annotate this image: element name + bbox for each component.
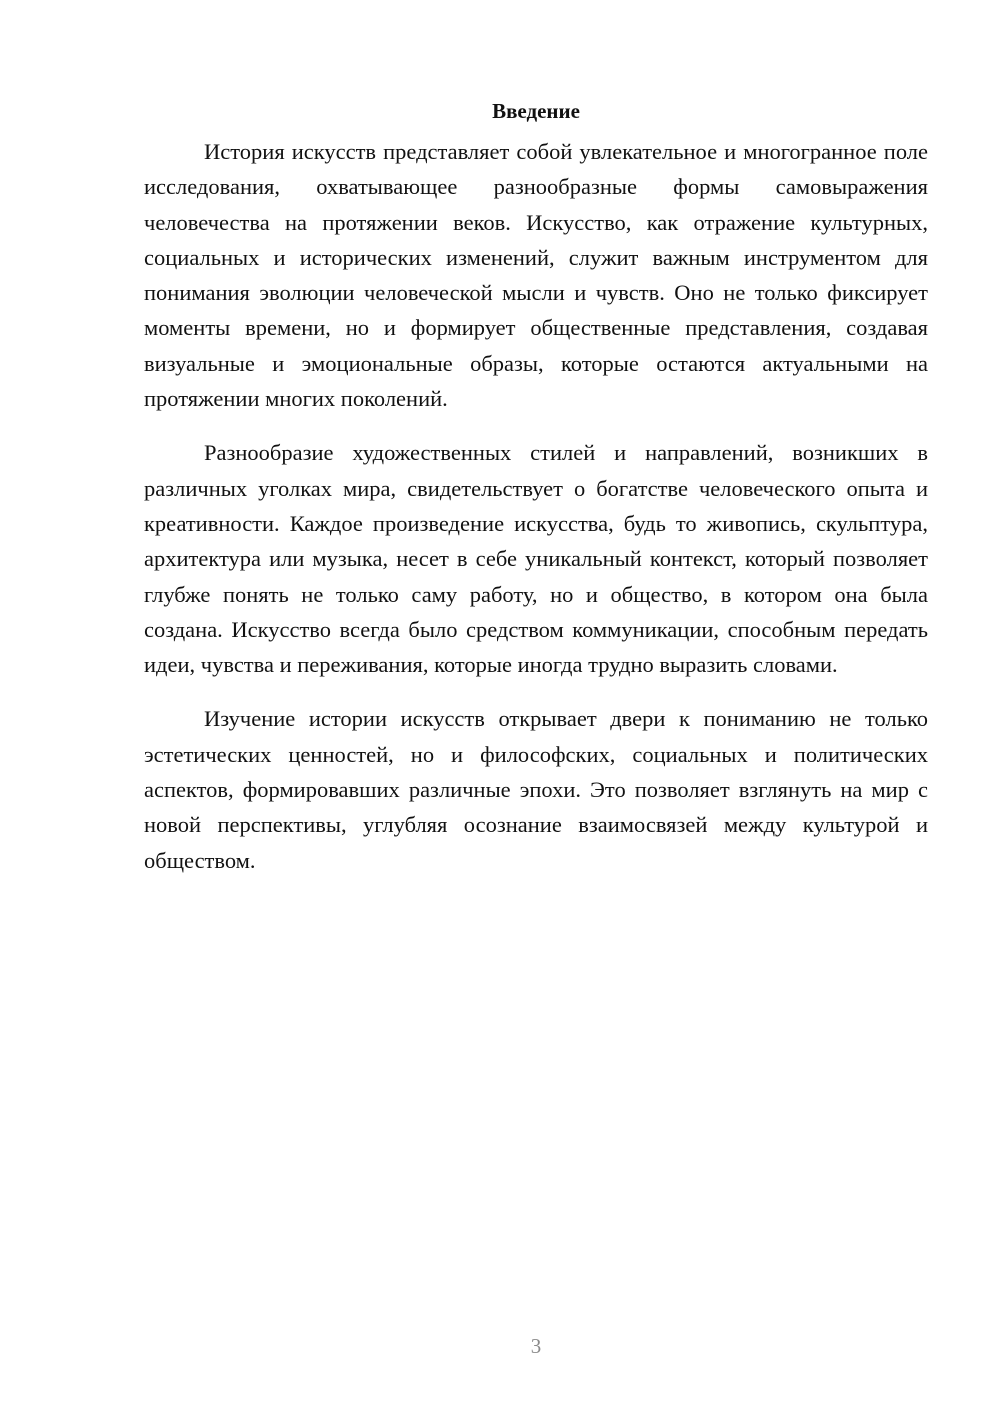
page-number: 3 — [530, 1334, 542, 1358]
paragraph-3: Изучение истории искусств открывает двери к пониманию не только эстетических ценностей, но и философских, социальных и политических аспектов, формировавших различные эпохи. Это позволяет взглянуть на мир с новой перспективы, углубляя осознание взаимосвязей между культурой и обществом. — [144, 706, 928, 873]
paragraph-2: Разнообразие художественных стилей и направлений, возникших в различных уголках мира, свидетельствует о богатстве человеческого опыта и креативности. Каждое произведение искусства, будь то живопись, скульптура, архитектура или музыка, несет в себе уникальный контекст, который позволяет глубже понять не только саму работу, но и общество, в котором она была создана. Искусство всегда было средством коммуникации, способным передать идеи, чувства и переживания, которые иногда трудно выразить словами. — [144, 440, 928, 678]
page-content — [144, 96, 928, 897]
section-heading: Введение — [492, 99, 580, 123]
paragraph-1: История искусств представляет собой увлекательное и многогранное поле исследования, охватывающее разнообразные формы самовыражения человечества на протяжении веков. Искусство, как отражение культурных, социальных и исторических изменений, служит важным инструментом для понимания эволюции человеческой мысли и чувств. Оно не только фиксирует моменты времени, но и формирует общественные представления, создавая визуальные и эмоциональные образы, которые остаются актуальными на протяжении многих поколений. — [144, 139, 928, 412]
